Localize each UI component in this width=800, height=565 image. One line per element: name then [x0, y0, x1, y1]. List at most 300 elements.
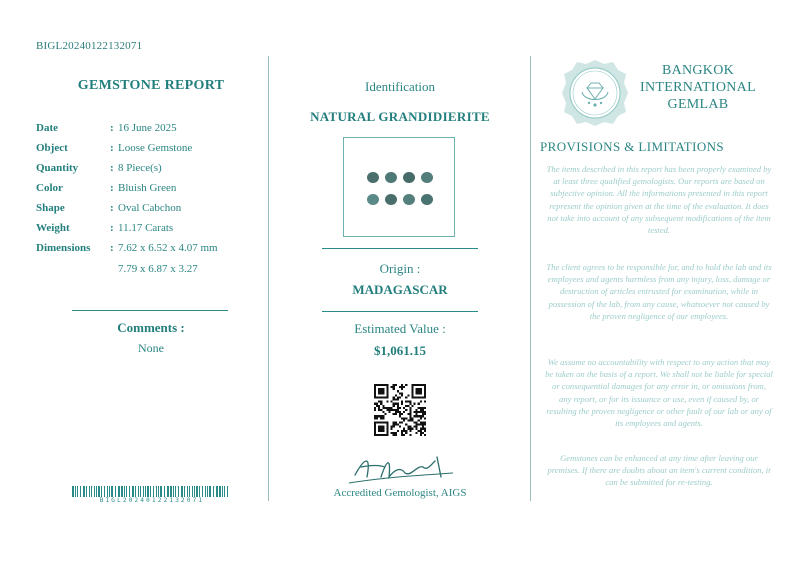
barcode-bar — [194, 486, 195, 497]
qr-module — [395, 411, 397, 413]
qr-module — [393, 384, 395, 386]
barcode-bar — [199, 486, 200, 497]
barcode-bar — [219, 486, 221, 497]
barcode-bar — [91, 486, 92, 497]
field-colon: : — [110, 202, 114, 214]
qr-module — [397, 407, 399, 409]
qr-module — [420, 430, 422, 432]
qr-module — [424, 411, 426, 413]
barcode-bar — [109, 486, 110, 497]
qr-module — [393, 413, 395, 415]
qr-module — [407, 413, 409, 415]
qr-module — [401, 386, 403, 388]
qr-module — [393, 421, 395, 423]
qr-module — [380, 415, 382, 417]
report-title: GEMSTONE REPORT — [77, 78, 225, 93]
barcode-bar — [80, 486, 81, 497]
barcode-bar — [187, 486, 188, 497]
qr-module — [401, 430, 403, 432]
qr-module — [403, 407, 405, 409]
barcode-bar — [202, 486, 203, 497]
qr-module — [424, 421, 426, 423]
qr-module — [399, 413, 401, 415]
qr-module — [405, 417, 407, 419]
barcode-bar — [126, 486, 127, 497]
lab-name-line: GEMLAB — [667, 97, 729, 112]
gem-stone — [421, 194, 433, 205]
qr-module — [422, 424, 424, 426]
qr-module — [378, 415, 380, 417]
qr-module — [395, 394, 397, 396]
field-colon: : — [110, 222, 114, 234]
field-value: Oval Cabchon — [118, 202, 182, 214]
qr-module — [399, 396, 401, 398]
qr-module — [397, 411, 399, 413]
gemologist-signature — [345, 447, 457, 487]
qr-module — [411, 419, 413, 421]
qr-module — [409, 417, 411, 419]
qr-module — [374, 403, 376, 405]
barcode-bar — [118, 486, 120, 497]
origin-divider — [322, 248, 478, 249]
qr-module — [391, 428, 393, 430]
lab-name-line: INTERNATIONAL — [640, 80, 756, 95]
barcode-bar — [150, 486, 151, 497]
gem-stone — [385, 172, 397, 183]
qr-module — [401, 417, 403, 419]
qr-module — [389, 411, 391, 413]
qr-module — [401, 432, 403, 434]
qr-module — [403, 434, 405, 436]
qr-module — [409, 415, 411, 417]
qr-module — [422, 426, 424, 428]
qr-module — [393, 434, 395, 436]
qr-module — [424, 413, 426, 415]
qr-module — [405, 401, 407, 403]
qr-module — [391, 426, 393, 428]
qr-module — [374, 409, 376, 411]
qr-module — [391, 407, 393, 409]
qr-module — [397, 399, 399, 401]
qr-module — [416, 424, 418, 426]
qr-module — [418, 415, 420, 417]
qr-module — [414, 421, 416, 423]
qr-module — [420, 409, 422, 411]
barcode-bar — [160, 486, 162, 497]
gem-stone — [385, 194, 397, 205]
qr-module — [420, 417, 422, 419]
qr-module — [424, 407, 426, 409]
column-divider-right — [530, 56, 531, 501]
qr-module — [393, 396, 395, 398]
qr-module — [422, 413, 424, 415]
qr-module — [393, 432, 395, 434]
qr-module — [397, 396, 399, 398]
qr-module — [374, 407, 376, 409]
qr-module — [376, 403, 378, 405]
qr-module — [420, 432, 422, 434]
qr-module — [401, 421, 403, 423]
identification-label: Identification — [364, 79, 436, 94]
qr-module — [399, 421, 401, 423]
qr-module — [424, 401, 426, 403]
barcode-bar — [222, 486, 223, 497]
qr-module — [401, 388, 403, 390]
qr-module — [414, 403, 416, 405]
qr-module — [393, 388, 395, 390]
qr-module — [380, 417, 382, 419]
origin-value: MADAGASCAR — [352, 282, 448, 297]
qr-module — [424, 424, 426, 426]
field-label: Weight — [36, 222, 70, 234]
qr-module — [416, 426, 418, 428]
qr-module — [397, 390, 399, 392]
qr-module — [411, 428, 413, 430]
origin-label: Origin : — [379, 261, 421, 276]
qr-module — [416, 421, 418, 423]
barcode-bar — [178, 486, 179, 497]
qr-module — [405, 405, 407, 407]
barcode-bar — [170, 486, 172, 497]
qr-module — [416, 388, 422, 394]
qr-module — [409, 401, 411, 403]
qr-module — [393, 409, 395, 411]
qr-module — [382, 417, 384, 419]
barcode-bar — [147, 486, 149, 497]
qr-module — [418, 411, 420, 413]
qr-module — [405, 432, 407, 434]
barcode-bar — [101, 486, 102, 497]
qr-module — [420, 411, 422, 413]
qr-module — [382, 415, 384, 417]
barcode-bar — [75, 486, 76, 497]
barcode-bar — [143, 486, 144, 497]
qr-module — [386, 409, 388, 411]
qr-module — [405, 409, 407, 411]
barcode-bar — [107, 486, 108, 497]
qr-module — [384, 407, 386, 409]
qr-module — [399, 415, 401, 417]
barcode-bar — [158, 486, 159, 497]
barcode-bar — [153, 486, 154, 497]
qr-module — [407, 428, 409, 430]
field-label: Quantity — [36, 162, 79, 174]
barcode-bar — [96, 486, 97, 497]
barcode-bar — [111, 486, 113, 497]
qr-module — [391, 432, 393, 434]
barcode-bar — [77, 486, 78, 497]
qr-module — [409, 407, 411, 409]
qr-module — [374, 415, 376, 417]
estimated-value-label: Estimated Value : — [354, 321, 446, 336]
qr-module — [399, 426, 401, 428]
field-value: 7.62 x 6.52 x 4.07 mm — [118, 242, 218, 254]
qr-module — [380, 403, 382, 405]
barcode-bar — [167, 486, 169, 497]
barcode-bar — [205, 486, 206, 497]
qr-module — [378, 401, 380, 403]
qr-module — [416, 428, 418, 430]
qr-module — [395, 384, 397, 386]
qr-module — [382, 407, 384, 409]
qr-module — [409, 409, 411, 411]
lab-name — [633, 62, 763, 113]
qr-module — [424, 434, 426, 436]
qr-module — [407, 401, 409, 403]
field-value: 8 Piece(s) — [118, 162, 162, 174]
qr-module — [391, 386, 393, 388]
qr-module — [395, 432, 397, 434]
barcode-bar — [140, 486, 141, 497]
qr-module — [414, 426, 416, 428]
qr-module — [395, 434, 397, 436]
qr-module — [420, 421, 422, 423]
qr-module — [401, 403, 403, 405]
barcode-bar — [184, 486, 185, 497]
qr-module — [389, 409, 391, 411]
barcode-bar — [164, 486, 165, 497]
barcode-bar — [104, 486, 105, 497]
qr-module — [405, 384, 407, 386]
field-label: Shape — [36, 202, 65, 214]
qr-module — [420, 401, 422, 403]
barcode-bar — [192, 486, 193, 497]
qr-module — [411, 417, 413, 419]
field-value: Loose Gemstone — [118, 142, 193, 154]
gem-stone — [403, 172, 415, 183]
provisions-paragraph: We assume no accountability with respect to any action that may be taken on the basis of a report. We shall not be liable for special or consequential damages for any error in, or omissions from, any report, or for its issuance or use, even if caused by, or resulting the proven negligence or other fault of our lab or any of its employees and agents. — [545, 357, 773, 429]
qr-module — [399, 392, 401, 394]
qr-module — [401, 384, 403, 386]
qr-module — [422, 432, 424, 434]
qr-module — [389, 407, 391, 409]
qr-module — [416, 409, 418, 411]
qr-module — [382, 405, 384, 407]
qr-module — [403, 411, 405, 413]
qr-module — [386, 407, 388, 409]
qr-module — [411, 405, 413, 407]
qr-module — [422, 411, 424, 413]
qr-module — [416, 413, 418, 415]
gemstone-photo — [343, 137, 455, 237]
qr-module — [391, 401, 393, 403]
qr-module — [399, 411, 401, 413]
qr-module — [374, 417, 376, 419]
barcode-bar — [227, 486, 228, 497]
comments-value: None — [138, 341, 164, 355]
barcode-bar — [135, 486, 136, 497]
lab-logo — [560, 58, 630, 128]
qr-module — [376, 415, 378, 417]
barcode — [72, 486, 232, 497]
qr-module — [401, 401, 403, 403]
barcode-bar — [121, 486, 123, 497]
barcode-bar — [224, 486, 225, 497]
qr-module — [393, 426, 395, 428]
qr-module — [422, 428, 424, 430]
qr-module — [418, 407, 420, 409]
qr-module — [407, 394, 409, 396]
lab-name-line: BANGKOK — [661, 63, 735, 78]
qr-module — [414, 415, 416, 417]
comments-label: Comments : — [117, 320, 185, 335]
qr-module — [422, 407, 424, 409]
qr-module — [395, 424, 397, 426]
barcode-bar — [132, 486, 134, 497]
qr-module — [393, 424, 395, 426]
provisions-title: PROVISIONS & LIMITATIONS — [540, 139, 725, 154]
qr-module — [397, 405, 399, 407]
left-divider — [72, 310, 228, 311]
barcode-bar — [189, 486, 190, 497]
qr-module — [403, 386, 405, 388]
qr-module — [399, 407, 401, 409]
qr-module — [424, 430, 426, 432]
qr-module — [401, 413, 403, 415]
barcode-bar — [115, 486, 116, 497]
field-label: Dimensions — [36, 242, 91, 254]
qr-module — [422, 415, 424, 417]
qr-module — [401, 392, 403, 394]
field-colon: : — [110, 142, 114, 154]
barcode-text: BIGL20240122132071 — [99, 497, 205, 504]
qr-module — [424, 417, 426, 419]
qr-module — [420, 424, 422, 426]
report-id: BIGL20240122132071 — [36, 40, 143, 52]
gem-stone — [367, 194, 379, 205]
barcode-bar — [213, 486, 214, 497]
field-label: Color — [36, 182, 63, 194]
field-colon: : — [110, 122, 114, 134]
qr-module — [403, 430, 405, 432]
qr-module — [418, 403, 420, 405]
barcode-bar — [209, 486, 211, 497]
qr-module — [395, 409, 397, 411]
qr-module — [376, 417, 378, 419]
qr-code — [374, 384, 426, 436]
qr-module — [420, 415, 422, 417]
provisions-paragraph: The items described in this report has been properly examined by at least three qualified gemologists. Our reports are based on subjective opinion. All the informations presented in this report represent the opinion given at the time of the evaluation. It does not take into account of any subsequent modifications of the item tested. — [546, 164, 772, 236]
qr-module — [378, 409, 380, 411]
qr-module — [407, 426, 409, 428]
qr-module — [416, 415, 418, 417]
barcode-bar — [175, 486, 176, 497]
field-colon: : — [110, 242, 114, 254]
qr-module — [420, 407, 422, 409]
field-colon: : — [110, 182, 114, 194]
barcode-bar — [196, 486, 198, 497]
qr-module — [403, 428, 405, 430]
qr-module — [409, 430, 411, 432]
qr-module — [416, 432, 418, 434]
qr-module — [376, 405, 378, 407]
qr-module — [416, 411, 418, 413]
field-value: 7.79 x 6.87 x 3.27 — [118, 263, 198, 275]
field-value: 16 June 2025 — [118, 122, 177, 134]
qr-module — [422, 421, 424, 423]
qr-module — [395, 403, 397, 405]
field-colon: : — [110, 162, 114, 174]
qr-module — [378, 426, 384, 432]
field-label: Date — [36, 122, 58, 134]
qr-module — [391, 409, 393, 411]
qr-module — [407, 419, 409, 421]
qr-module — [399, 386, 401, 388]
qr-module — [395, 421, 397, 423]
provisions-paragraph: The client agrees to be responsible for, and to hold the lab and its employees and agents harmless from any injury, loss, damage or destruction of articles entrusted for examination, while in possession of the lab, from any cause, whatsoever not caused by the proven negligence of our employees. — [546, 262, 772, 321]
qr-module — [403, 417, 405, 419]
qr-module — [386, 401, 388, 403]
qr-module — [395, 413, 397, 415]
qr-module — [405, 430, 407, 432]
qr-module — [397, 403, 399, 405]
barcode-bar — [72, 486, 74, 497]
qr-module — [393, 405, 395, 407]
gem-stone — [421, 172, 433, 183]
qr-module — [401, 394, 403, 396]
field-value: 11.17 Carats — [118, 222, 174, 234]
column-divider-left — [268, 56, 269, 501]
stone-name: NATURAL GRANDIDIERITE — [310, 109, 490, 124]
barcode-bar — [173, 486, 174, 497]
qr-module — [397, 424, 399, 426]
field-value: Bluish Green — [118, 182, 177, 194]
qr-module — [418, 430, 420, 432]
qr-module — [393, 386, 395, 388]
estimated-value: $1,061.15 — [374, 343, 426, 358]
qr-module — [378, 405, 380, 407]
qr-module — [418, 419, 420, 421]
qr-module — [407, 405, 409, 407]
qr-module — [409, 403, 411, 405]
provisions-paragraph: Gemstones can be enhanced at any time after leaving our premises. If there are doubts about an item's current condition, it can be submitted for re-testing. — [547, 453, 771, 488]
qr-module — [403, 419, 405, 421]
barcode-bar — [83, 486, 85, 497]
qr-module — [395, 399, 397, 401]
qr-module — [405, 424, 407, 426]
qr-module — [422, 409, 424, 411]
barcode-bar — [94, 486, 95, 497]
barcode-bar — [89, 486, 90, 497]
barcode-bar — [98, 486, 100, 497]
qr-module — [418, 424, 420, 426]
barcode-bar — [124, 486, 125, 497]
qr-module — [409, 413, 411, 415]
qr-module — [405, 396, 407, 398]
barcode-bar — [145, 486, 146, 497]
barcode-bar — [138, 486, 139, 497]
qr-module — [424, 428, 426, 430]
barcode-bar — [216, 486, 218, 497]
qr-module — [380, 409, 382, 411]
barcode-bar — [207, 486, 208, 497]
qr-module — [409, 411, 411, 413]
qr-module — [378, 388, 384, 394]
qr-module — [393, 403, 395, 405]
qr-module — [414, 411, 416, 413]
qr-module — [420, 434, 422, 436]
value-divider — [322, 311, 478, 312]
field-label: Object — [36, 142, 68, 154]
barcode-bar — [181, 486, 183, 497]
barcode-bar — [156, 486, 157, 497]
qr-module — [409, 426, 411, 428]
qr-module — [409, 434, 411, 436]
gemologist-label: Accredited Gemologist, AIGS — [333, 487, 467, 499]
qr-module — [393, 399, 395, 401]
qr-module — [420, 428, 422, 430]
qr-module — [409, 419, 411, 421]
